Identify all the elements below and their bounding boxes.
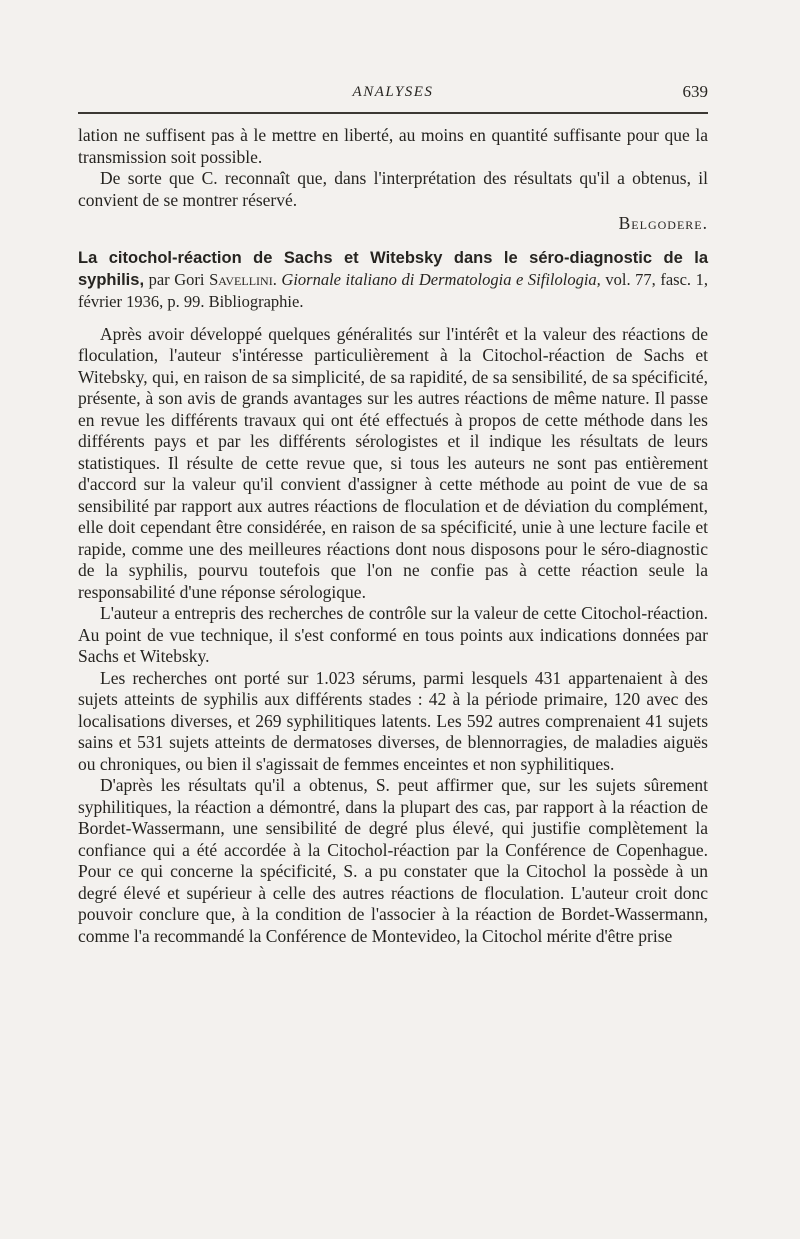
body-paragraph: Les recherches ont porté sur 1.023 sérums, parmi lesquels 431 appartenaient à des sujets atteints de syphilis aux différents stades : 42 à la période primaire, 120 avec des localisations diverses, et 269 syphilitiques latents. Les 592 autres comprenaient 41 sujets sains et 531 sujets atteints de dermatoses diverses, de blennorragies, de maladies aiguës ou chroniques, ou bien il s'agissait de femmes enceintes et non syphilitiques. [78,667,708,774]
article-par: par Gori [148,269,205,289]
article-title: La citochol-réaction de Sachs et Witebsky dans le séro-diagnostic de la syphilis, [78,248,708,289]
previous-review-paragraph: De sorte que C. reconnaît que, dans l'interprétation des résultats qu'il a obtenus, il convient de se montrer réservé. [78,168,708,210]
article-journal: Giornale italiano di Dermatologia e Sifilologia, [281,269,601,289]
running-header [78,82,708,106]
article-author: Savellini. [209,269,277,289]
reviewer-signature: Belgodere. [618,213,708,233]
page-number: 639 [682,82,708,101]
page-body [78,125,708,947]
body-paragraph: Après avoir développé quelques généralités sur l'intérêt et la valeur des réactions de floculation, l'auteur s'intéresse particulièrement à la Citochol-réaction de Sachs et Witebsky, qui, en raison de sa simplicité, de sa rapidité, de sa sensibilité, de sa spécificité, présente, à son avis de grands avantages sur les autres réactions de même nature. Il passe en revue les différents travaux qui ont été effectués à propos de cette méthode dans les différents pays et par les différents sérologistes et il indique les résultats de leurs statistiques. Il résulte de cette revue que, si tous les auteurs ne sont pas entièrement d'accord sur la valeur qu'il convient d'assigner à cette méthode au point de vue de sa sensibilité par rapport aux autres réactions de floculation et de déviation du complément, elle doit cependant être considérée, en raison de sa spécificité, unie à une lecture facile et rapide, comme une des meilleures réactions dont nous disposons pour le séro-diagnostic de la syphilis, pourvu toutefois que l'on ne confie pas à cette réaction seule la responsabilité d'une réponse sérologique. [78,323,708,602]
previous-review-paragraph: lation ne suffisent pas à le mettre en liberté, au moins en quantité suffisante pour que la transmission soit possible. [78,125,708,167]
article-heading [78,247,708,312]
article-citation: vol. 77, fasc. 1, février 1936, p. 99. Bibliographie. [78,269,709,311]
header-rule [78,112,708,114]
body-paragraph: L'auteur a entrepris des recherches de contrôle sur la valeur de cette Citochol-réaction. Au point de vue technique, il s'est conformé en tous points aux indications données par Sachs et Witebsky. [78,603,708,666]
body-paragraph: D'après les résultats qu'il a obtenus, S. peut affirmer que, sur les sujets sûrement syphilitiques, la réaction a démontré, dans la plupart des cas, par rapport à la réaction de Bordet-Wassermann, une sensibilité de degré plus élevé, qui justifie complètement la confiance qui a été accordée à la Citochol-réaction par la Conférence de Copenhague. Pour ce qui concerne la spécificité, S. a pu constater que la Citochol la possède à un degré élevé et supérieur à celle des autres réactions de floculation. L'auteur croit donc pouvoir conclure que, à la condition de l'associer à la réaction de Bordet-Wassermann, comme l'a recommandé la Conférence de Montevideo, la Citochol mérite d'être prise [78,775,708,946]
running-title: ANALYSES [352,84,434,100]
